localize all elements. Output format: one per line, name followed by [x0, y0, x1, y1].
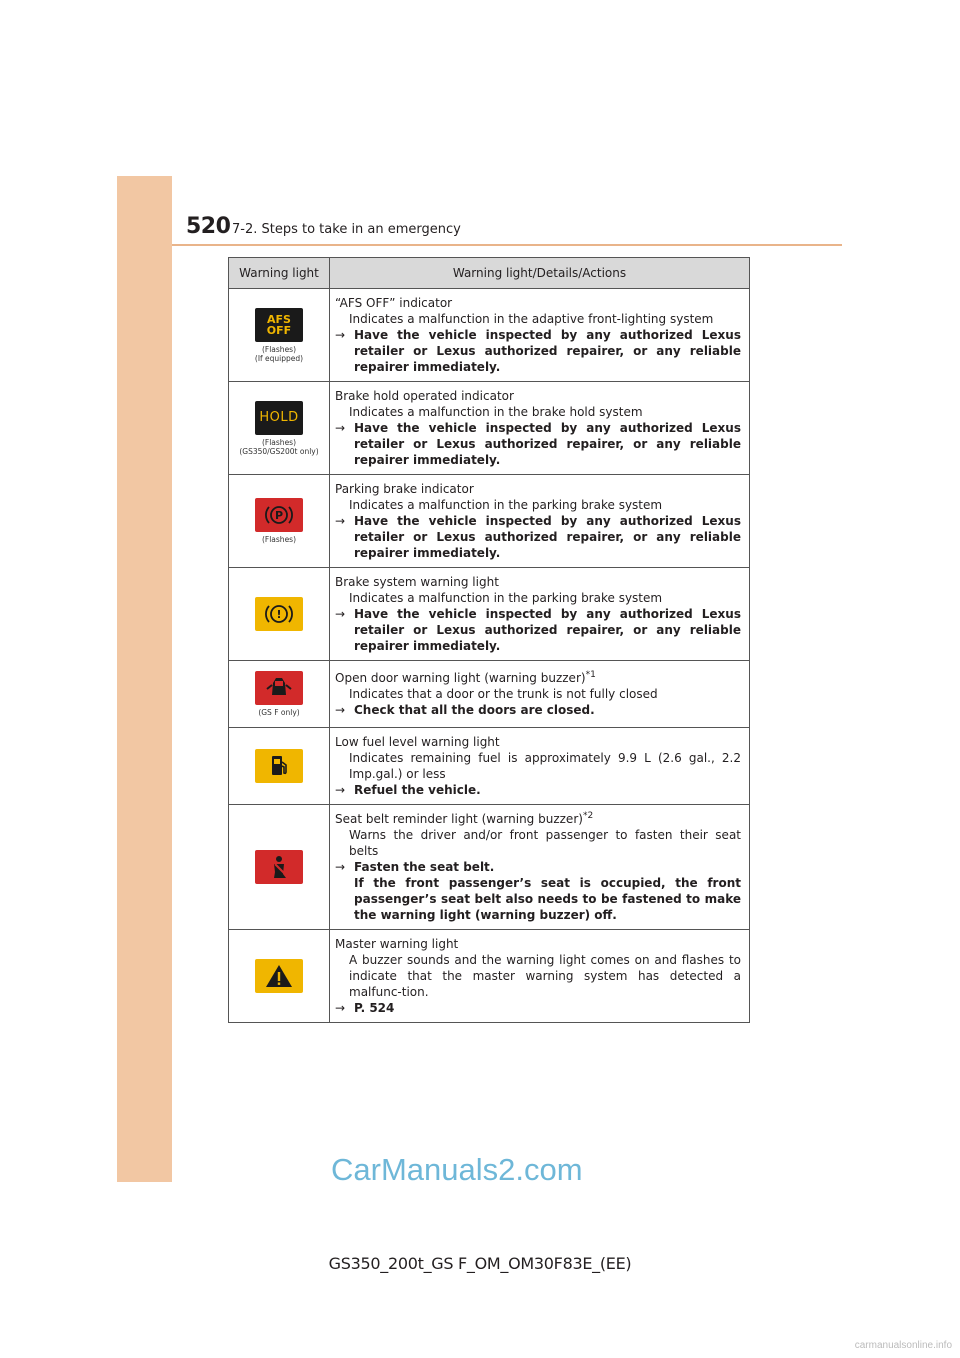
arrow-icon: → — [335, 1001, 346, 1015]
detail-cell — [330, 930, 750, 1023]
arrow-icon: → — [335, 421, 346, 435]
icon-note: (Flashes) (GS350/GS200t only) — [239, 437, 319, 456]
page-number: 520 — [186, 214, 231, 239]
detail-cell — [330, 475, 750, 568]
row-description: Indicates that a door or the trunk is not fully closed — [349, 687, 658, 701]
row-title: Brake hold operated indicator — [335, 389, 514, 403]
row-action: → Refuel the vehicle. — [335, 783, 481, 797]
row-action: → Check that all the doors are closed. — [335, 703, 595, 717]
icon-note: (GS F only) — [258, 708, 300, 717]
icon-cell — [229, 930, 330, 1023]
row-description: Indicates a malfunction in the adaptive front-lighting system — [349, 312, 714, 326]
afs-off-icon: AFS OFF — [255, 308, 303, 342]
icon-cell — [229, 289, 330, 382]
row-action: → P. 524 — [335, 1001, 395, 1015]
brake-hold-icon: HOLD — [255, 401, 303, 435]
brake-system-warning-icon — [255, 597, 303, 631]
row-title: “AFS OFF” indicator — [335, 296, 453, 310]
table-row — [229, 661, 750, 728]
icon-cell — [229, 728, 330, 805]
document-footer: GS350_200t_GS F_OM_OM30F83E_(EE) — [328, 1254, 632, 1273]
table-row — [229, 805, 750, 930]
icon-cell — [229, 805, 330, 930]
row-description: A buzzer sounds and the warning light comes on and flashes to indicate that the master warning system has detected a malfunc-tion. — [349, 953, 741, 999]
table-row — [229, 930, 750, 1023]
table-row — [229, 382, 750, 475]
detail-cell — [330, 728, 750, 805]
warning-light-table — [228, 257, 750, 1023]
row-description: Warns the driver and/or front passenger to fasten their seat belts — [349, 828, 741, 858]
icon-note: (Flashes) — [261, 535, 297, 544]
table-row — [229, 568, 750, 661]
icon-cell — [229, 475, 330, 568]
row-title: Seat belt reminder light (warning buzzer)$^{*2}$ — [335, 811, 594, 826]
row-action: → Fasten the seat belt. — [335, 860, 495, 874]
watermark: CarManuals2.com — [331, 1152, 583, 1187]
arrow-icon: → — [335, 607, 346, 621]
icon-cell — [229, 568, 330, 661]
parking-brake-icon — [255, 498, 303, 532]
icon-cell — [229, 661, 330, 728]
detail-cell — [330, 805, 750, 930]
svg-text:!: ! — [276, 608, 282, 621]
detail-cell — [330, 661, 750, 728]
open-door-icon — [255, 671, 303, 705]
arrow-icon: → — [335, 860, 346, 874]
row-action: → Have the vehicle inspected by any authorized Lexus retailer or Lexus authorized repairer, or any reliable repairer immediately. — [335, 514, 741, 560]
row-description: Indicates a malfunction in the parking brake system — [349, 498, 663, 512]
detail-cell — [330, 568, 750, 661]
row-title: Low fuel level warning light — [335, 735, 500, 749]
icon-cell — [229, 382, 330, 475]
detail-cell — [330, 382, 750, 475]
master-warning-icon — [255, 959, 303, 993]
source-watermark: carmanualsonline.info — [854, 1340, 952, 1351]
col-header-details: Warning light/Details/Actions — [330, 258, 750, 289]
row-description: Indicates remaining fuel is approximately 9.9 L (2.6 gal., 2.2 Imp.gal.) or less — [349, 751, 741, 781]
chapter-sidebar-tab — [117, 176, 172, 1182]
arrow-icon: → — [335, 703, 346, 717]
row-action: → Have the vehicle inspected by any authorized Lexus retailer or Lexus authorized repairer, or any reliable repairer immediately. — [335, 607, 741, 653]
header-rule — [172, 244, 842, 246]
arrow-icon: → — [335, 783, 346, 797]
table-header-row — [229, 258, 750, 289]
row-description: Indicates a malfunction in the parking brake system — [349, 591, 663, 605]
section-title: 7-2. Steps to take in an emergency — [232, 222, 461, 237]
row-description: Indicates a malfunction in the brake hold system — [349, 405, 643, 419]
arrow-icon: → — [335, 328, 346, 342]
row-title: Master warning light — [335, 937, 459, 951]
icon-note: (Flashes) (If equipped) — [254, 344, 304, 363]
row-title: Brake system warning light — [335, 575, 499, 589]
table-row — [229, 728, 750, 805]
table-row — [229, 289, 750, 382]
arrow-icon: → — [335, 514, 346, 528]
table-row — [229, 475, 750, 568]
col-header-warning-light: Warning light — [229, 258, 330, 289]
detail-cell — [330, 289, 750, 382]
row-action: → Have the vehicle inspected by any authorized Lexus retailer or Lexus authorized repairer, or any reliable repairer immediately. — [335, 328, 741, 374]
row-title: Parking brake indicator — [335, 482, 474, 496]
svg-text:P: P — [274, 509, 284, 522]
row-sub-action: If the front passenger’s seat is occupied, the front passenger’s seat belt also needs to be fastened to make the warning light (warning buzzer) off. — [354, 876, 741, 922]
seat-belt-icon — [255, 850, 303, 884]
row-title: Open door warning light (warning buzzer)$^{*1}$ — [335, 670, 596, 685]
row-action: → Have the vehicle inspected by any authorized Lexus retailer or Lexus authorized repairer, or any reliable repairer immediately. — [335, 421, 741, 467]
fuel-pump-icon — [255, 749, 303, 783]
